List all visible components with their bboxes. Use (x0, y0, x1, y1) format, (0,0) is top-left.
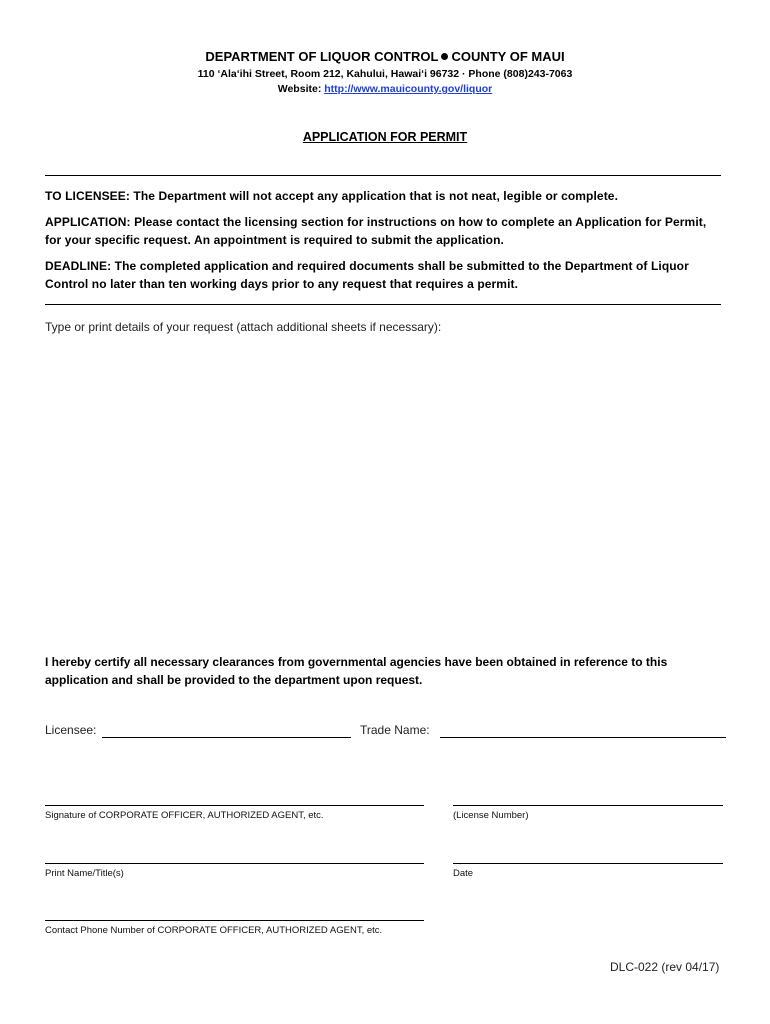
department-name: DEPARTMENT OF LIQUOR CONTROL (205, 49, 439, 64)
website-label: Website: (277, 83, 322, 95)
trade-name-label: Trade Name: (360, 723, 430, 737)
print-name-caption: Print Name/Title(s) (45, 868, 124, 879)
request-details-field[interactable] (45, 340, 725, 644)
divider-bottom (45, 304, 721, 305)
website-link[interactable]: http://www.mauicounty.gov/liquor (324, 83, 493, 95)
page-title: APPLICATION FOR PERMIT (302, 130, 468, 144)
contact-phone-line[interactable] (45, 920, 424, 921)
print-name-line[interactable] (45, 863, 424, 864)
license-number-line[interactable] (453, 805, 723, 806)
bullet-icon (441, 53, 448, 60)
date-line[interactable] (453, 863, 723, 864)
form-id: DLC-022 (rev 04/17) (610, 960, 720, 974)
department-heading (0, 49, 770, 64)
signature-caption: Signature of CORPORATE OFFICER, AUTHORIZED AGENT, etc. (45, 810, 324, 821)
department-address: 110 ‘Ala‘ihi Street, Room 212, Kahului, Hawai‘i 96732 · Phone (808)243-7063 (197, 68, 573, 80)
licensee-field[interactable] (102, 721, 351, 738)
county-name: COUNTY OF MAUI (451, 49, 565, 64)
date-caption: Date (453, 868, 474, 879)
deadline-notice: DEADLINE: The completed application and required documents shall be submitted to the Department of Liquor Control no later than ten working days prior to any request that requires a permit. (45, 259, 689, 291)
divider-top (45, 175, 721, 176)
application-notice: APPLICATION: Please contact the licensing section for instructions on how to complete an Application for Permit, for your specific request. An appointment is required to submit the application. (45, 215, 707, 247)
signature-line[interactable] (45, 805, 424, 806)
licensee-label: Licensee: (45, 723, 97, 737)
contact-phone-caption: Contact Phone Number of CORPORATE OFFICER, AUTHORIZED AGENT, etc. (45, 925, 383, 936)
trade-name-field[interactable] (440, 721, 726, 738)
licensee-notice: TO LICENSEE: The Department will not accept any application that is not neat, legible or complete. (45, 189, 619, 203)
website-line (0, 83, 770, 95)
details-instruction: Type or print details of your request (attach additional sheets if necessary): (45, 320, 442, 334)
license-number-caption: (License Number) (453, 810, 529, 821)
certification-statement: I hereby certify all necessary clearances from governmental agencies have been obtained in reference to this application and shall be provided to the department upon request. (45, 655, 668, 687)
